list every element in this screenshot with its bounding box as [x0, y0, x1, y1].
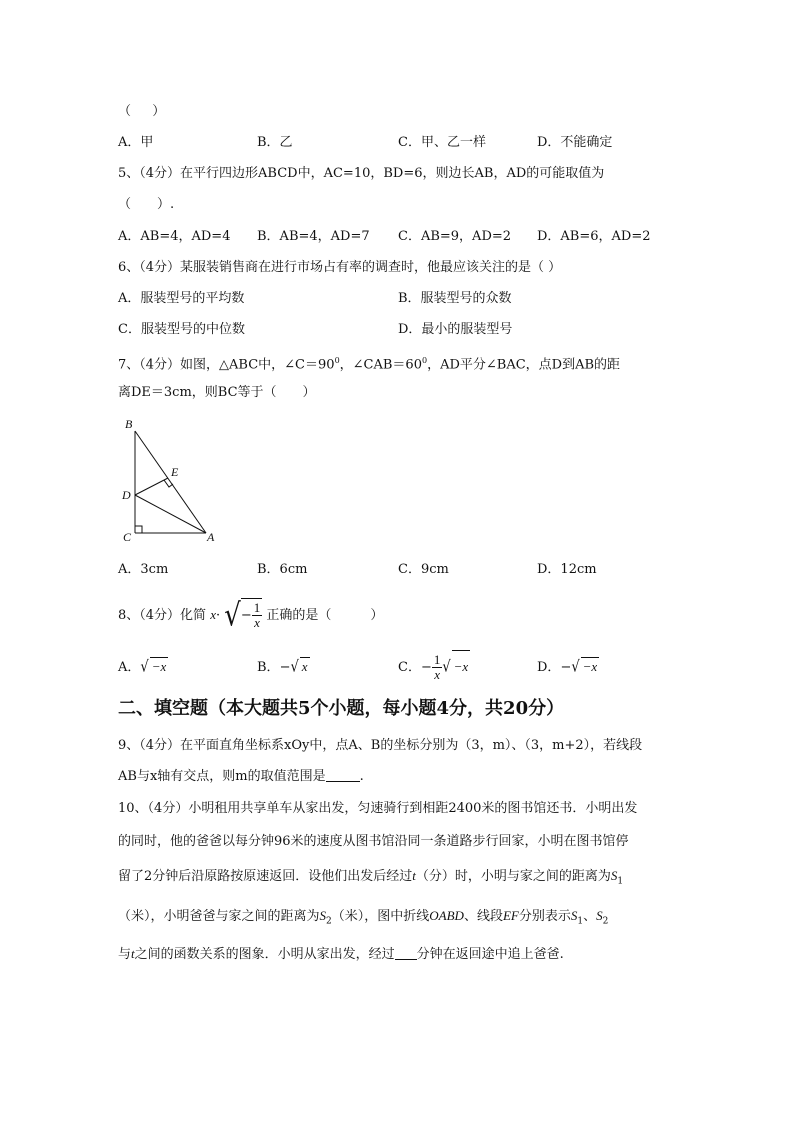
- q7-triangle-figure: [118, 412, 228, 547]
- q6-option-b: B．服装型号的众数: [398, 291, 512, 306]
- q7-option-a: A．3cm: [118, 562, 169, 577]
- q4-option-a: A．甲: [118, 135, 154, 150]
- perpendicular-de: [135, 478, 168, 495]
- q5-option-a: A．AB=4，AD=4: [118, 229, 231, 244]
- label-b: B: [125, 417, 133, 431]
- section-2-heading: 二、填空题（本大题共5个小题，每小题4分，共20分）: [118, 698, 565, 719]
- q4-paren: （ ）: [118, 104, 166, 119]
- q5-option-b: B．AB=4，AD=7: [257, 229, 370, 244]
- q8-option-b: B．−√ x: [257, 658, 308, 677]
- q7-option-c: C．9cm: [398, 562, 449, 577]
- q6-stem: 6、（4分）某服装销售商在进行市场占有率的调查时，他最应该关注的是（ ）: [118, 260, 562, 275]
- q5-option-c: C．AB=9，AD=2: [398, 229, 512, 244]
- q10-answer-blank[interactable]: [395, 946, 417, 960]
- q10-line4: （米），小明爸爸与家之间的距离为$S_2$（米），图中折线OABD、线段EF分别表示$S_1$、$S_2$: [118, 908, 609, 927]
- side-ba: [135, 431, 206, 533]
- q10-line1: 10、（4分）小明租用共享单车从家出发，匀速骑行到相距2400米的图书馆还书．小明出发: [118, 801, 638, 816]
- q7-stem-line1: 7、（4分）如图，△ABC中，$\angle C=90^0$，$\angle CAB=60^0$，AD平分∠BAC，点D到AB的距: [118, 356, 621, 373]
- q6-option-a: A．服装型号的平均数: [118, 291, 245, 306]
- label-c: C: [123, 530, 132, 544]
- right-angle-mark-c: [135, 526, 142, 533]
- q10-line3: 留了2分钟后沿原路按原速返回．设他们出发后经过t（分）时，小明与家之间的距离为$S_1$: [118, 868, 624, 887]
- q8-stem: 8、（4分）化简 x· √− $\frac{1}{x}$ 正确的是（ ）: [118, 597, 384, 634]
- q6-option-d: D．最小的服装型号: [398, 322, 513, 337]
- q10-line2: 的同时，他的爸爸以每分钟96米的速度从图书馆沿同一条道路步行回家，小明在图书馆停: [118, 834, 629, 849]
- q8-option-c: C．− $\frac{1}{x}$ √ −x: [398, 652, 469, 682]
- q7-option-d: D．12cm: [537, 562, 597, 577]
- q10-line5: 与t之间的函数关系的图象．小明从家出发，经过 分钟在返回途中追上爸爸.: [118, 946, 564, 962]
- q9-line1: 9、（4分）在平面直角坐标系xOy中，点A、B的坐标分别为（3，m）、（3，m+2），若线段: [118, 738, 643, 753]
- q4-option-c: C．甲、乙一样: [398, 135, 486, 150]
- q5-option-d: D．AB=6，AD=2: [537, 229, 651, 244]
- label-d: D: [122, 488, 131, 502]
- q9-answer-blank[interactable]: [326, 768, 360, 782]
- label-a: A: [207, 530, 215, 544]
- q5-paren: （ ）.: [118, 197, 175, 212]
- q4-option-b: B．乙: [257, 135, 293, 150]
- q6-option-c: C．服装型号的中位数: [118, 322, 245, 337]
- label-e: E: [171, 465, 179, 479]
- q9-line2: AB与x轴有交点，则m的取值范围是 .: [118, 769, 364, 784]
- q8-option-d: D．−√ −x: [537, 658, 598, 677]
- bisector-ad: [135, 495, 206, 533]
- q5-stem: 5、（4分）在平行四边形ABCD中，AC=10，BD=6，则边长AB，AD的可能取值为: [118, 166, 605, 181]
- q4-option-d: D．不能确定: [537, 135, 613, 150]
- q8-option-a: A．√ −x: [118, 658, 167, 677]
- q7-stem-line2: 离DE＝3cm，则BC等于（ ）: [118, 385, 316, 400]
- q7-option-b: B．6cm: [257, 562, 308, 577]
